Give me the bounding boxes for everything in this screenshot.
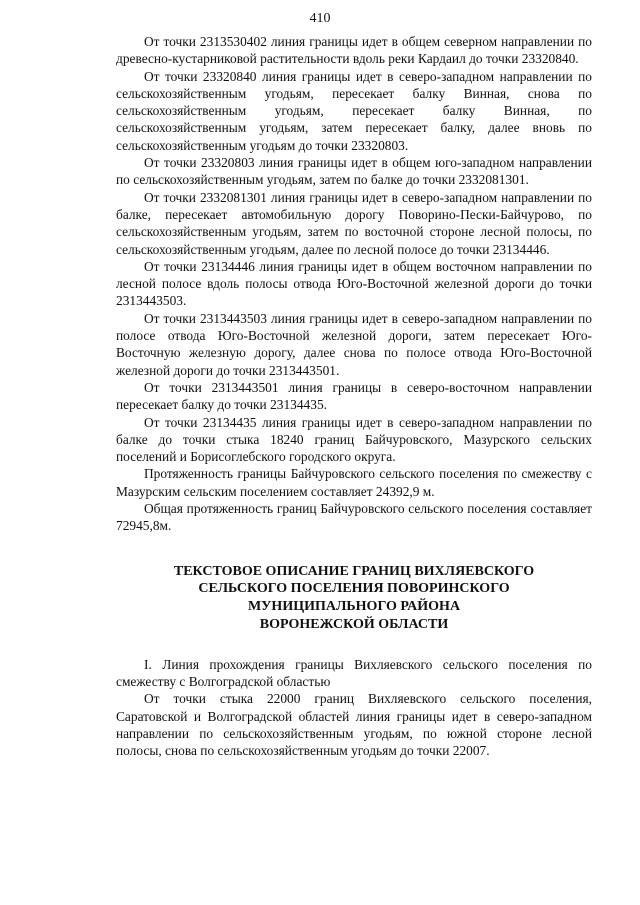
paragraph: От точки 23320803 линия границы идет в общем юго-западном направлении по сельскохозяйственным угодьям, затем по балке до точки 2332081301.: [116, 155, 592, 188]
page-number: 410: [309, 11, 331, 26]
paragraph: От точки стыка 22000 границ Вихляевского сельского поселения, Саратовской и Волгоградской областей линия границы идет в северо-западном направлении по сельскохозяйственным угодьям, по южной стороне лесной полосы, снова по сельскохозяйственным угодьям до точки 22007.: [116, 691, 592, 759]
paragraph: От точки 23134435 линия границы идет в северо-западном направлении по балке до точки стыка 18240 границ Байчуровского, Мазурского сельских поселений и Борисоглебского городского округа.: [116, 414, 592, 465]
heading-line: СЕЛЬСКОГО ПОСЕЛЕНИЯ ПОВОРИНСКОГО: [198, 581, 510, 597]
paragraph: От точки 2332081301 линия границы идет в северо-западном направлении по балке, пересекает автомобильную дорогу Поворино-Пески-Байчурово, по сельскохозяйственным угодьям, затем по восточной стороне лесной полосы, по сельскохозяйственным угодьям, далее по лесной полосе до точки 23134446.: [116, 189, 592, 257]
paragraph: От точки 2313443501 линия границы в северо-восточном направлении пересекает балку до точки 23134435.: [116, 379, 592, 413]
heading-line: ТЕКСТОВОЕ ОПИСАНИЕ ГРАНИЦ ВИХЛЯЕВСКОГО: [173, 563, 535, 579]
section-heading: [116, 563, 592, 634]
paragraph: От точки 23320840 линия границы идет в северо-западном направлении по сельскохозяйственным угодьям, пересекает балку Винная, снова по сельскохозяйственным угодьям, пересекает балку Винная, по сельскохозяйственным угодьям, затем пересекает балку, далее вновь по сельскохозяйственным угодьям до точки 23320803.: [116, 68, 592, 153]
paragraph: Протяженность границы Байчуровского сельского поселения по смежеству с Мазурским сельским поселением составляет 24392,9 м.: [116, 466, 592, 499]
paragraph: I. Линия прохождения границы Вихляевского сельского поселения по смежеству с Волгоградской областью: [116, 656, 592, 690]
paragraph: От точки 2313530402 линия границы идет в общем северном направлении по древесно-кустарниковой растительности вдоль реки Кардаил до точки 23320840.: [116, 34, 592, 67]
document-body: [116, 33, 592, 760]
heading-line: МУНИЦИПАЛЬНОГО РАЙОНА: [247, 599, 461, 615]
heading-line: ВОРОНЕЖСКОЙ ОБЛАСТИ: [259, 617, 449, 632]
paragraph: От точки 23134446 линия границы идет в общем восточном направлении по лесной полосе вдоль полосы отвода Юго-Восточной железной дороги до точки 2313443503.: [116, 258, 592, 309]
paragraph: Общая протяженность границ Байчуровского сельского поселения составляет 72945,8м.: [116, 501, 592, 534]
paragraph: От точки 2313443503 линия границы идет в северо-западном направлении по полосе отвода Юго-Восточной железной дороги, затем пересекает Юго-Восточную железную дорогу, далее снова по полосе отвода Юго-Восточной железной дороги до точки 2313443501.: [116, 310, 592, 378]
